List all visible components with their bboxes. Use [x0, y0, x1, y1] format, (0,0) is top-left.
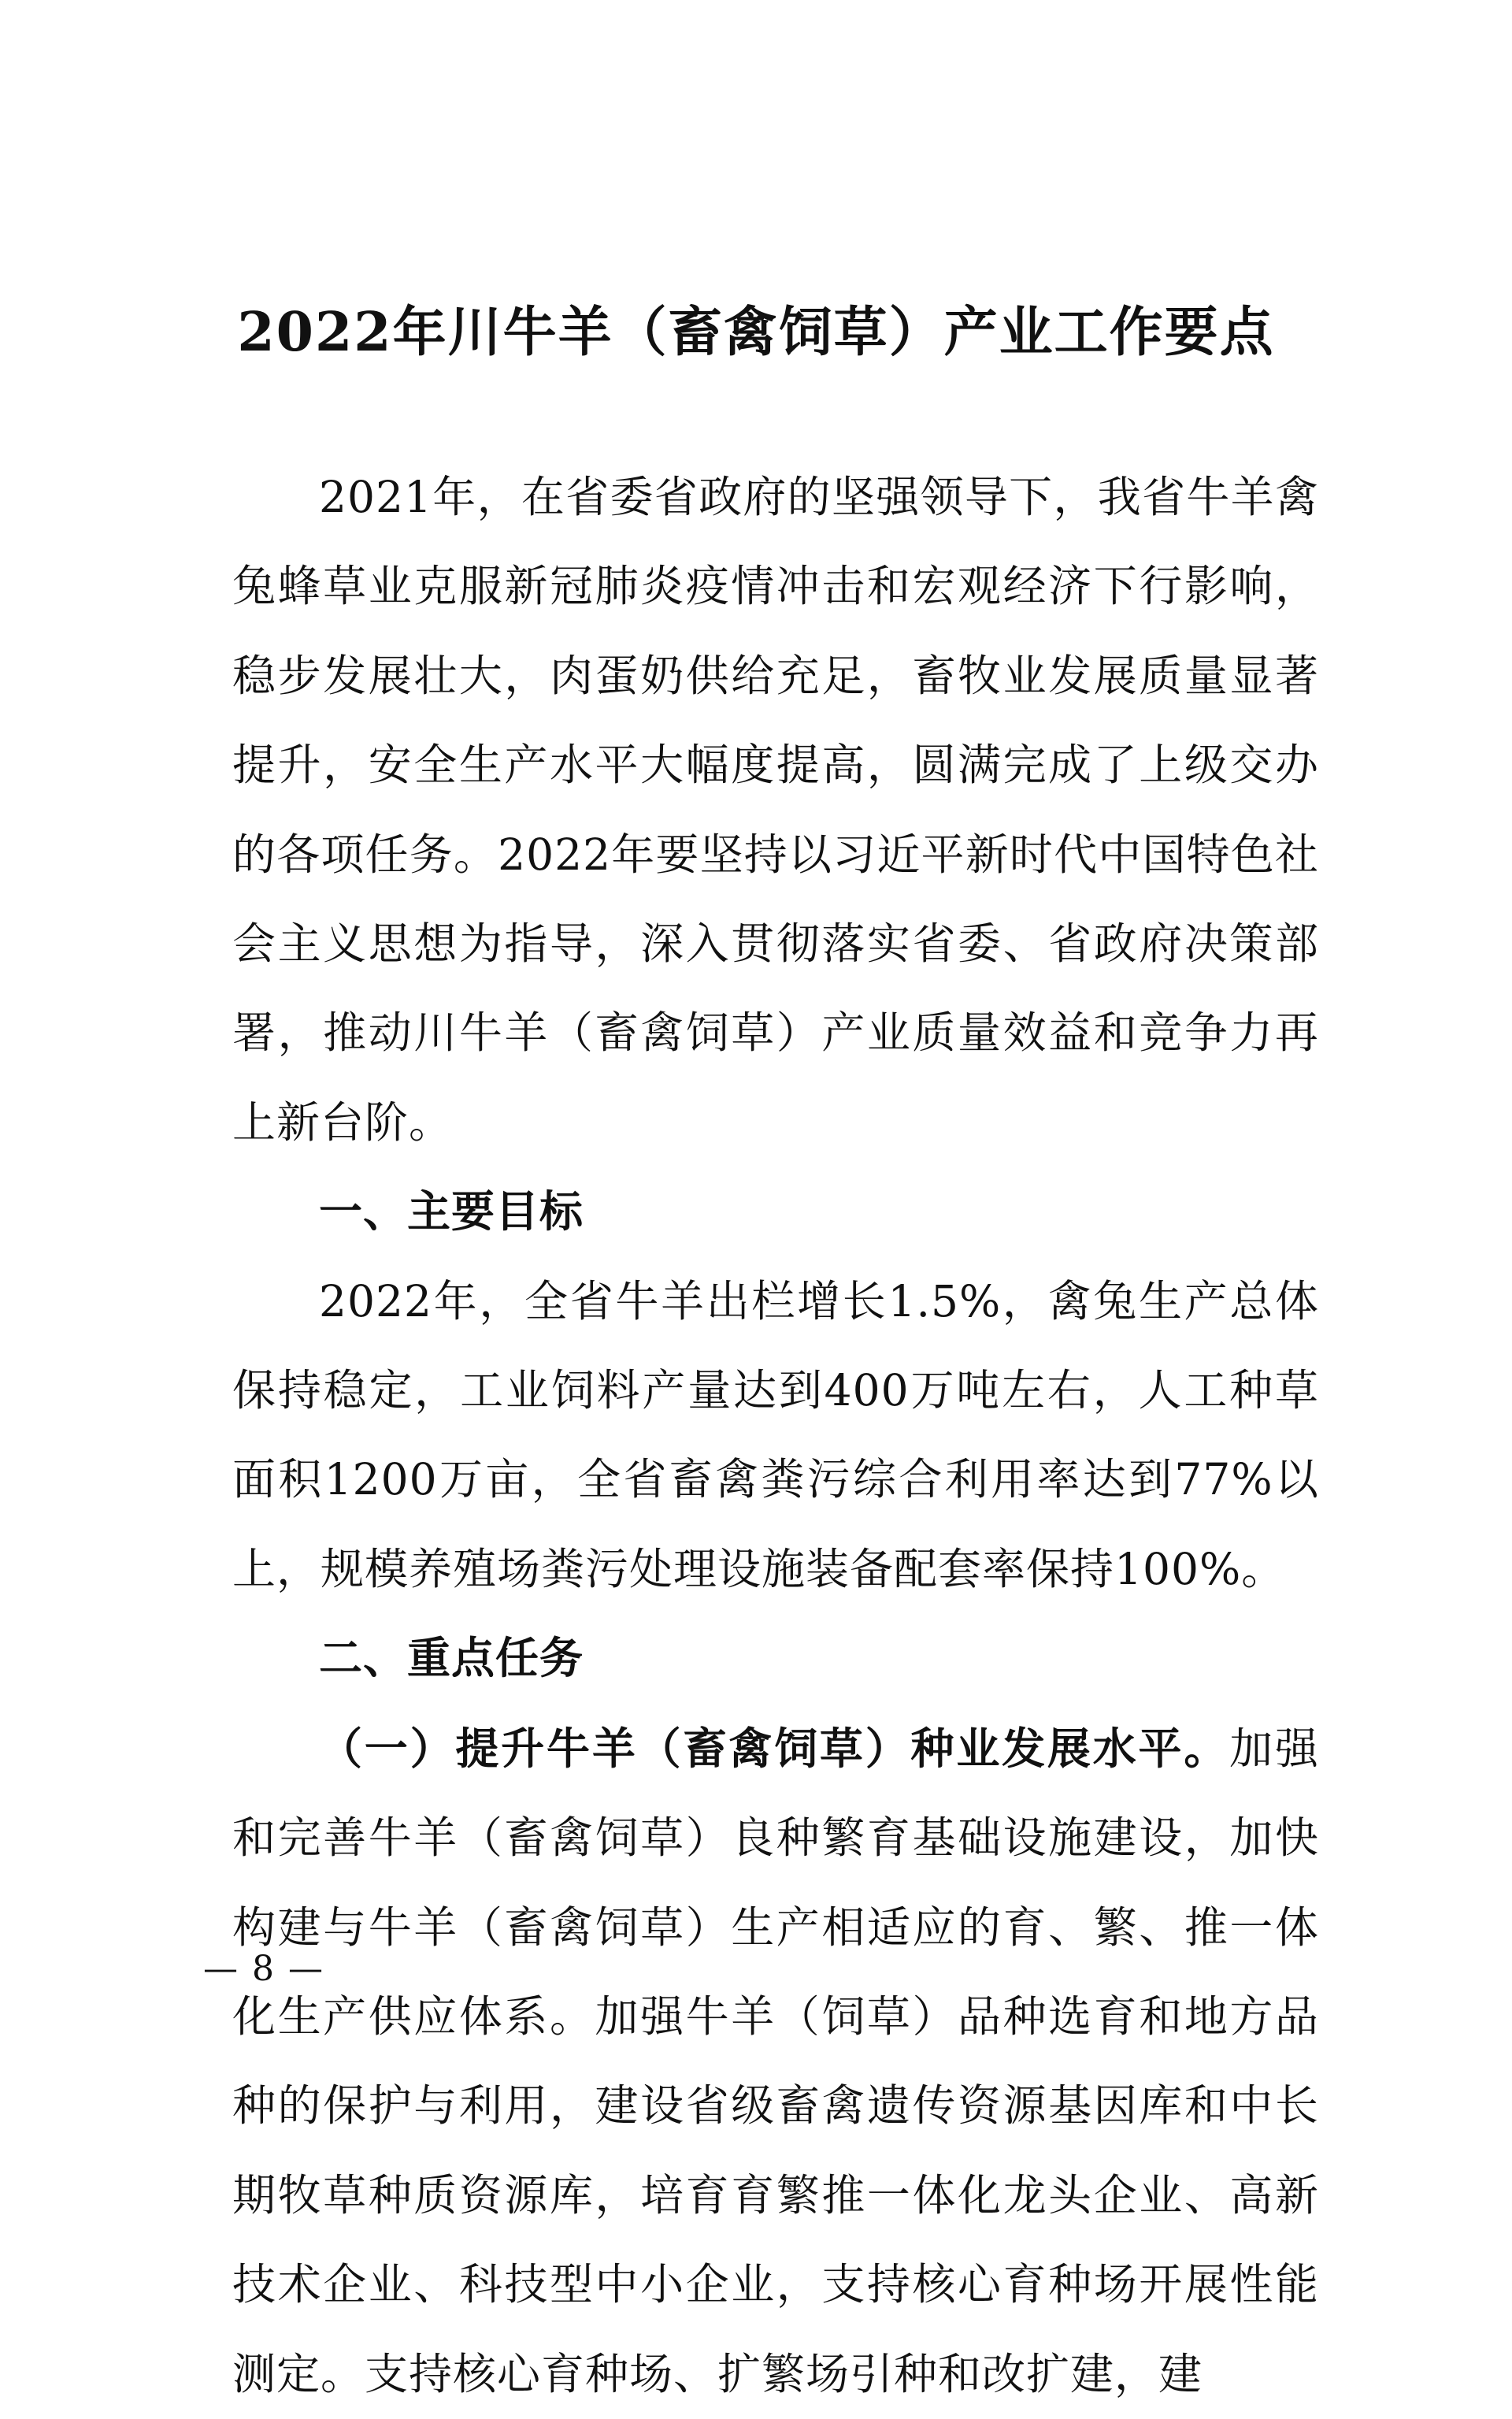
task-item-1: [232, 1704, 1319, 2419]
goals-paragraph: 2022年，全省牛羊出栏增长1.5%，禽兔生产总体保持稳定，工业饲料产量达到400万吨左右，人工种草面积1200万亩，全省畜禽粪污综合利用率达到77%以上，规模养殖场粪污处理设施装备配套率保持100%。: [232, 1275, 1319, 1594]
section-heading-goals: 一、主要目标: [319, 1186, 584, 1237]
intro-paragraph: 2021年，在省委省政府的坚强领导下，我省牛羊禽兔蜂草业克服新冠肺炎疫情冲击和宏观经济下行影响，稳步发展壮大，肉蛋奶供给充足，畜牧业发展质量显著提升，安全生产水平大幅度提高，圆满完成了上级交办的各项任务。2022年要坚持以习近平新时代中国特色社会主义思想为指导，深入贯彻落实省委、省政府决策部署，推动川牛羊（畜禽饲草）产业质量效益和竞争力再上新台阶。: [232, 472, 1319, 1148]
page-number: — 8 —: [203, 1949, 324, 1989]
document-body: [232, 453, 1319, 2419]
task-item-1-lead: （一）提升牛羊（畜禽饲草）种业发展水平。: [319, 1722, 1230, 1774]
section-heading-tasks: 二、重点任务: [319, 1633, 584, 1684]
document-title: 2022年川牛羊（畜禽饲草）产业工作要点: [237, 301, 1275, 364]
task-item-1-text: 加强和完善牛羊（畜禽饲草）良种繁育基础设施建设，加快构建与牛羊（畜禽饲草）生产相适应的育、繁、推一体化生产供应体系。加强牛羊（饲草）品种选育和地方品种的保护与利用，建设省级畜禽遗传资源基因库和中长期牧草种质资源库，培育育繁推一体化龙头企业、高新技术企业、科技型中小企业，支持核心育种场开展性能测定。支持核心育种场、扩繁场引种和改扩建，建: [232, 1723, 1319, 2399]
